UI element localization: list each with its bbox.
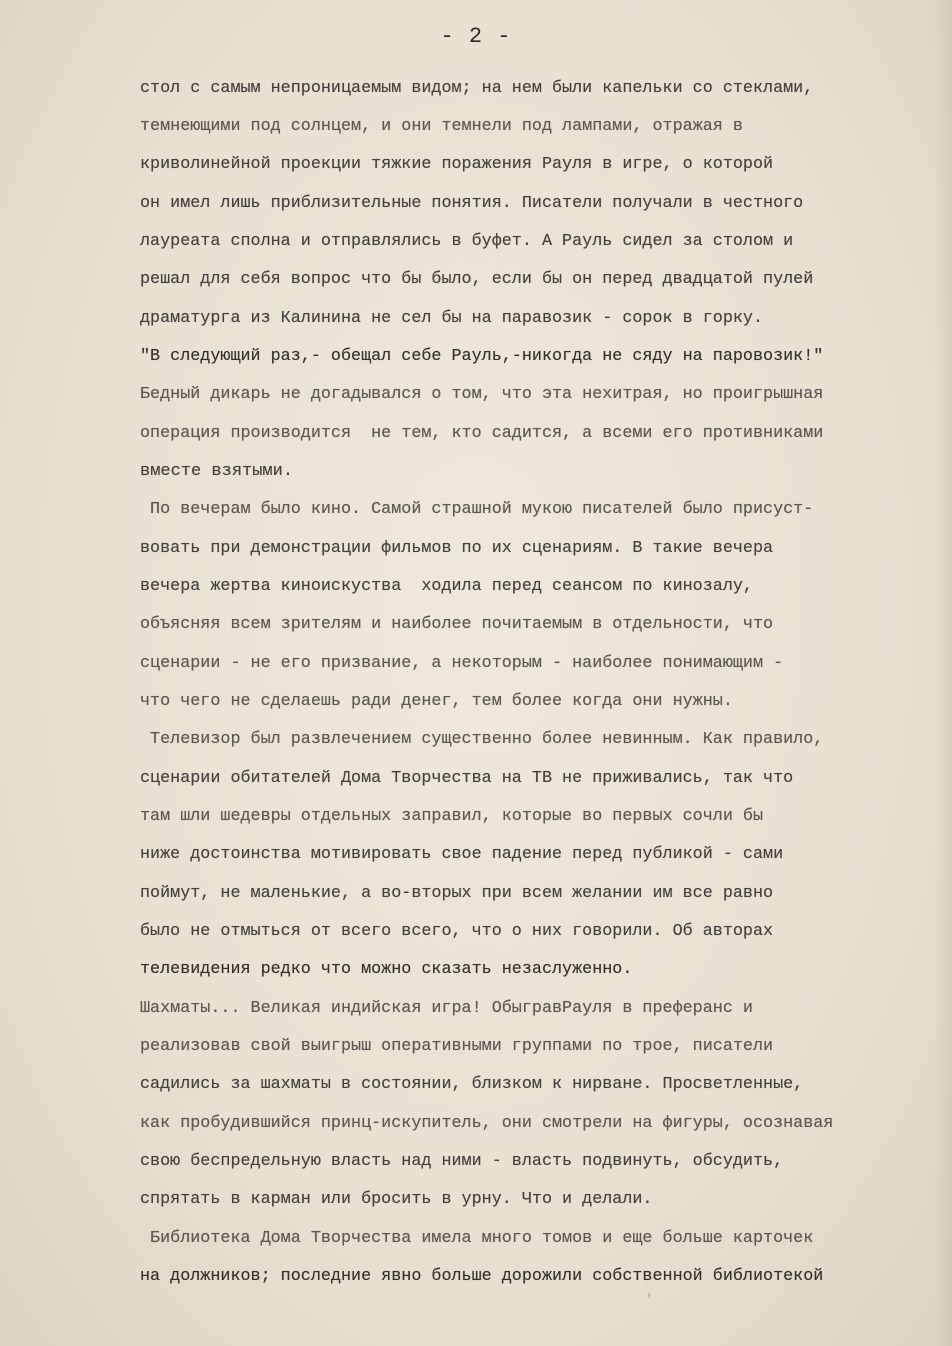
text-line: на должников; последние явно больше дорожили собственной библиотекой [140, 1267, 824, 1286]
text-line: "В следующий раз,- обещал себе Рауль,-никогда не сяду на паровозик!" [140, 347, 824, 366]
text-line: он имел лишь приблизительные понятия. Писатели получали в честного [140, 194, 804, 213]
text-line: Шахматы... Великая индийская игра! ОбыгравРауля в преферанс и [140, 999, 753, 1018]
text-line: Бедный дикарь не догадывался о том, что эта нехитрая, но проигрышная [140, 385, 824, 404]
text-line: как пробудившийся принц-искупитель, они смотрели на фигуры, осознавая [140, 1114, 834, 1133]
text-line: было не отмыться от всего всего, что о них говорили. Об авторах [140, 922, 774, 941]
text-line: сценарии обитателей Дома Творчества на ТВ не приживались, так что [140, 769, 794, 788]
text-line: что чего не сделаешь ради денег, тем более когда они нужны. [140, 692, 733, 711]
text-line: Телевизор был развлечением существенно более невинным. Как правило, [140, 730, 824, 749]
text-line: реализовав свой выигрыш оперативными группами по трое, писатели [140, 1037, 774, 1056]
text-line: там шли шедевры отдельных заправил, которые во первых сочли бы [140, 807, 764, 826]
text-line: вовать при демонстрации фильмов по их сценариям. В такие вечера [140, 539, 774, 558]
text-line: сценарии - не его призвание, а некоторым - наиболее понимающим - [140, 654, 784, 673]
text-line: свою беспредельную власть над ними - власть подвинуть, обсудить, [140, 1152, 784, 1171]
text-line: вечера жертва киноискуства ходила перед сеансом по кинозалу, [140, 577, 753, 596]
paper-edge-shadow [934, 0, 952, 1346]
text-line: садились за шахматы в состоянии, близком к нирване. Просветленные, [140, 1075, 804, 1094]
text-line: решал для себя вопрос что бы было, если бы он перед двадцатой пулей [140, 270, 814, 289]
text-line: Библиотека Дома Творчества имела много томов и еще больше карточек [140, 1229, 814, 1248]
text-line: операция производится не тем, кто садится, а всеми его противниками [140, 424, 824, 443]
text-line: спрятать в карман или бросить в урну. Что и делали. [140, 1190, 653, 1209]
text-line: криволинейной проекции тяжкие поражения Рауля в игре, о которой [140, 155, 774, 174]
page-number: - 2 - [440, 24, 512, 49]
text-line: По вечерам было кино. Самой страшной мукою писателей было присуст- [140, 500, 814, 519]
text-line: поймут, не маленькие, а во-вторых при всем желании им все равно [140, 884, 774, 903]
text-line: стол с самым непроницаемым видом; на нем были капельки со стеклами, [140, 79, 814, 98]
text-line: телевидения редко что можно сказать незаслуженно. [140, 960, 633, 979]
text-line: темнеющими под солнцем, и они темнели под лампами, отражая в [140, 117, 743, 136]
text-line: объясняя всем зрителям и наиболее почитаемым в отдельности, что [140, 615, 774, 634]
text-line: драматурга из Калинина не сел бы на паравозик - сорок в горку. [140, 309, 764, 328]
paper-mark: ᵼ [648, 1290, 651, 1301]
text-line: ниже достоинства мотивировать свое падение перед публикой - сами [140, 845, 784, 864]
text-line: вместе взятыми. [140, 462, 294, 481]
text-line: лауреата сполна и отправлялись в буфет. А Рауль сидел за столом и [140, 232, 794, 251]
